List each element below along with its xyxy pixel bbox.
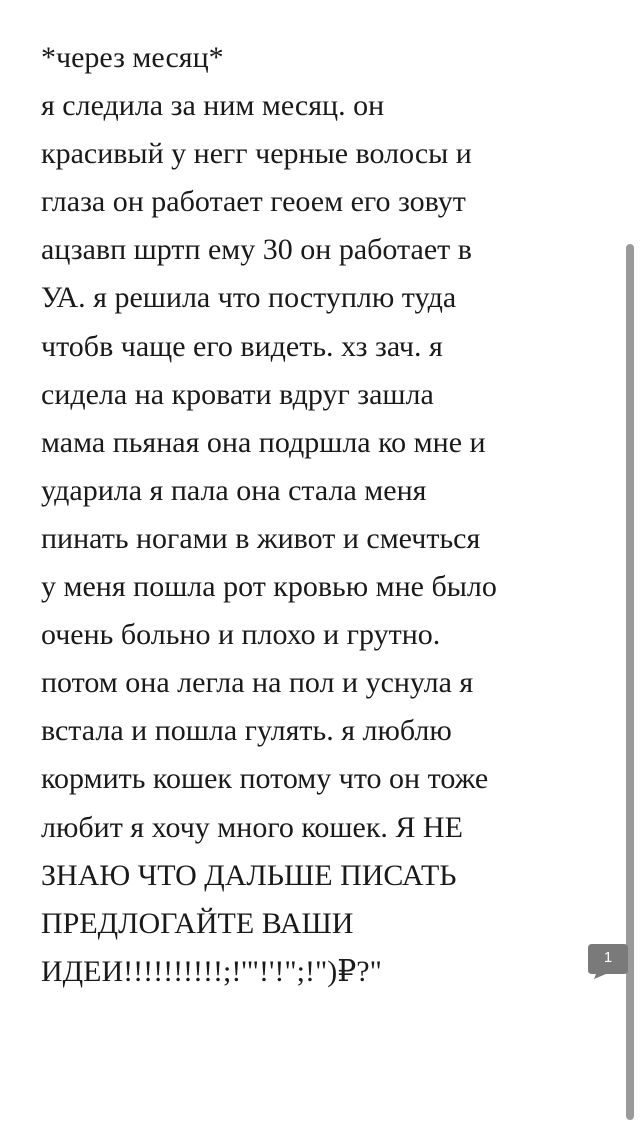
- story-line: УА. я решила что поступлю туда: [41, 281, 457, 315]
- story-line: встала и пошла гулять. я люблю: [41, 714, 452, 748]
- story-line: пинать ногами в живот и смечться: [41, 521, 481, 555]
- story-line: мама пьяная она подршла ко мне и: [41, 425, 486, 459]
- story-line: сидела на кровати вдруг зашла: [41, 377, 434, 411]
- comment-count: 1: [603, 949, 613, 966]
- story-line: я следила за ним месяц. он: [41, 89, 385, 123]
- story-line: ПРЕДЛОГАЙТЕ ВАШИ: [41, 906, 354, 940]
- story-line: у меня пошла рот кровью мне было: [41, 570, 497, 604]
- scrollbar-thumb[interactable]: [626, 244, 634, 1120]
- story-line: очень больно и плохо и грутно.: [41, 618, 441, 652]
- story-line: ИДЕИ!!!!!!!!!!;!'"!'!";!")₽?": [41, 954, 382, 988]
- story-line: любит я хочу много кошек. Я НЕ: [41, 810, 463, 844]
- story-line: глаза он работает геоем его зовут: [41, 185, 466, 219]
- story-line: чтобв чаще его видеть. хз зач. я: [41, 329, 443, 363]
- story-line: потом она легла на пол и уснула я: [41, 666, 474, 700]
- story-line: ЗНАЮ ЧТО ДАЛЬШЕ ПИСАТЬ: [41, 858, 457, 892]
- story-line: красивый у негг черные волосы и: [41, 137, 472, 171]
- story-line: ацзавп шртп ему 30 он работает в: [41, 233, 472, 267]
- story-text: [41, 34, 586, 996]
- story-line: ударила я пала она стала меня: [41, 473, 427, 507]
- paragraph-comment-button[interactable]: [588, 942, 632, 980]
- story-line: *через месяц*: [41, 41, 224, 74]
- story-line: кормить кошек потому что он тоже: [41, 762, 489, 796]
